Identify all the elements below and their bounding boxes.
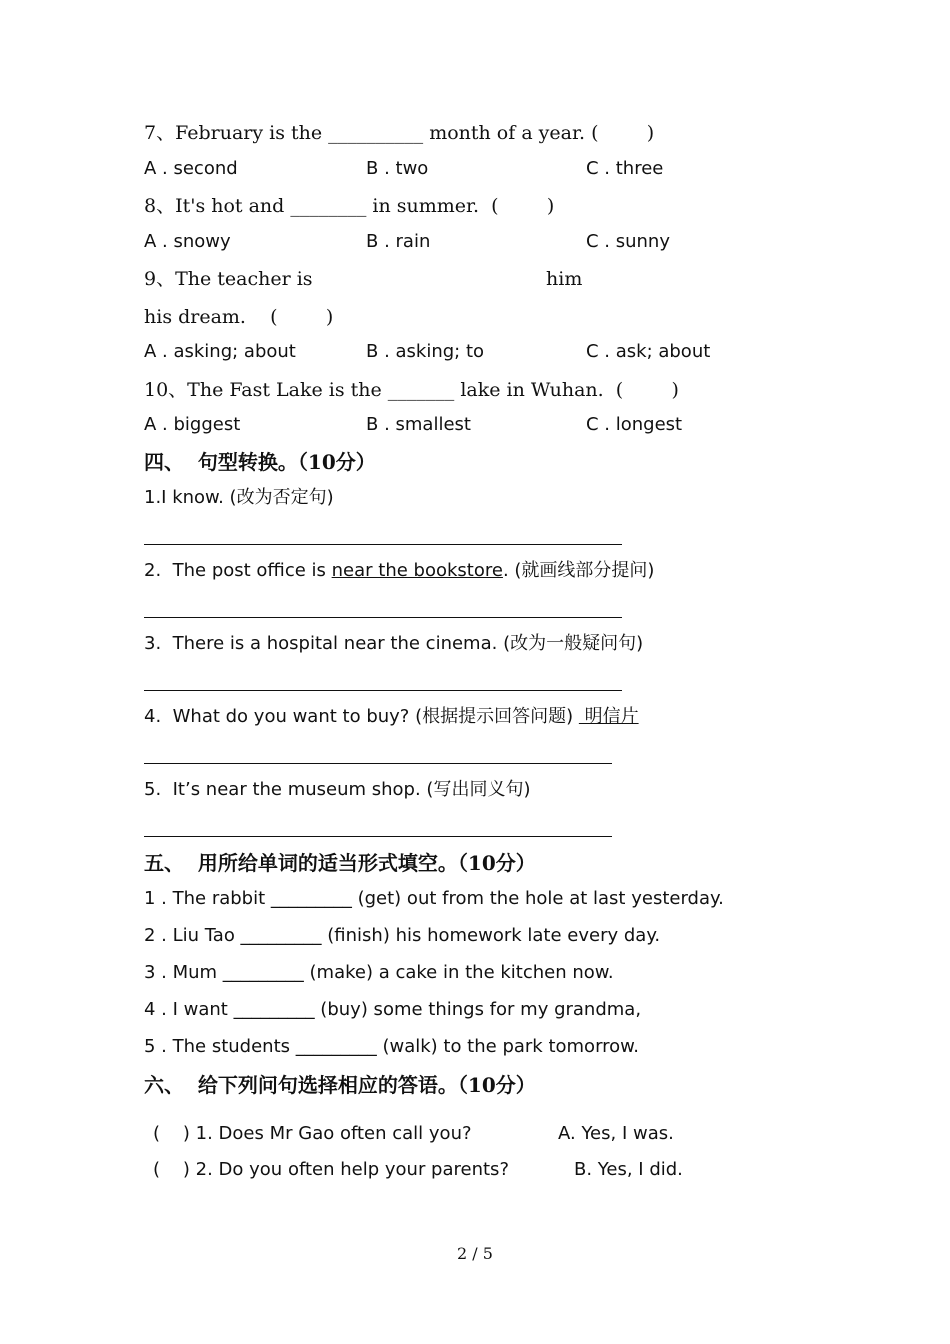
s4-item-4: 4. What do you want to buy? (根据提示回答问题) 明信片 <box>144 706 639 727</box>
s6-answer-b: B. Yes, I did. <box>574 1159 683 1180</box>
s6-answer-a: A. Yes, I was. <box>558 1123 674 1144</box>
s4-item-3: 3. There is a hospital near the cinema. (改为一般疑问句) <box>144 633 644 654</box>
q10-option-a: A . biggest <box>144 414 241 435</box>
q8-option-c: C . sunny <box>586 231 670 252</box>
s5-item-2: 2 . Liu Tao _________ (finish) his homework late every day. <box>144 925 661 946</box>
answer-line-2 <box>144 617 622 618</box>
q9-option-c: C . ask; about <box>586 341 711 362</box>
q7-option-a: A . second <box>144 158 238 179</box>
s6-question-1: ( ) 1. Does Mr Gao often call you? <box>153 1123 472 1144</box>
q7-option-c: C . three <box>586 158 664 179</box>
q9-option-b: B . asking; to <box>366 341 485 362</box>
s5-item-4: 4 . I want _________ (buy) some things for my grandma, <box>144 999 642 1020</box>
q7-option-b: B . two <box>366 158 429 179</box>
question-8: 8、It's hot and ________ in summer. ( ) <box>144 195 555 217</box>
s5-item-1: 1 . The rabbit _________ (get) out from the hole at last yesterday. <box>144 888 724 909</box>
underlined-phrase: near the bookstore <box>331 560 503 581</box>
question-10: 10、The Fast Lake is the _______ lake in Wuhan. ( ) <box>144 379 679 401</box>
answer-line-5 <box>144 836 612 837</box>
s5-item-5: 5 . The students _________ (walk) to the park tomorrow. <box>144 1036 639 1057</box>
q10-option-b: B . smallest <box>366 414 471 435</box>
section-5-title: 五、 用所给单词的适当形式填空。（10分） <box>144 851 536 875</box>
section-6-title: 六、 给下列问句选择相应的答语。（10分） <box>144 1073 536 1097</box>
question-9-part-b: him <box>546 268 583 290</box>
question-7: 7、February is the __________ month of a year. ( ) <box>144 122 655 144</box>
s6-question-2: ( ) 2. Do you often help your parents? <box>153 1159 509 1180</box>
answer-line-4 <box>144 763 612 764</box>
question-9-part-c: his dream. ( ) <box>144 306 334 328</box>
answer-line-1 <box>144 544 622 545</box>
q8-option-a: A . snowy <box>144 231 231 252</box>
s4-item-2: 2. The post office is near the bookstore. (就画线部分提问) <box>144 560 655 581</box>
answer-line-3 <box>144 690 622 691</box>
s4-item-5: 5. It’s near the museum shop. (写出同义句) <box>144 779 531 800</box>
hint-word: 明信片 <box>578 706 639 727</box>
q10-option-c: C . longest <box>586 414 683 435</box>
q9-option-a: A . asking; about <box>144 341 296 362</box>
section-4-title: 四、 句型转换。（10分） <box>144 450 376 474</box>
page-number: 2 / 5 <box>457 1244 493 1263</box>
q8-option-b: B . rain <box>366 231 431 252</box>
s4-item-1: 1.I know. (改为否定句) <box>144 487 334 508</box>
s5-item-3: 3 . Mum _________ (make) a cake in the kitchen now. <box>144 962 614 983</box>
question-9-part-a: 9、The teacher is <box>144 268 313 290</box>
